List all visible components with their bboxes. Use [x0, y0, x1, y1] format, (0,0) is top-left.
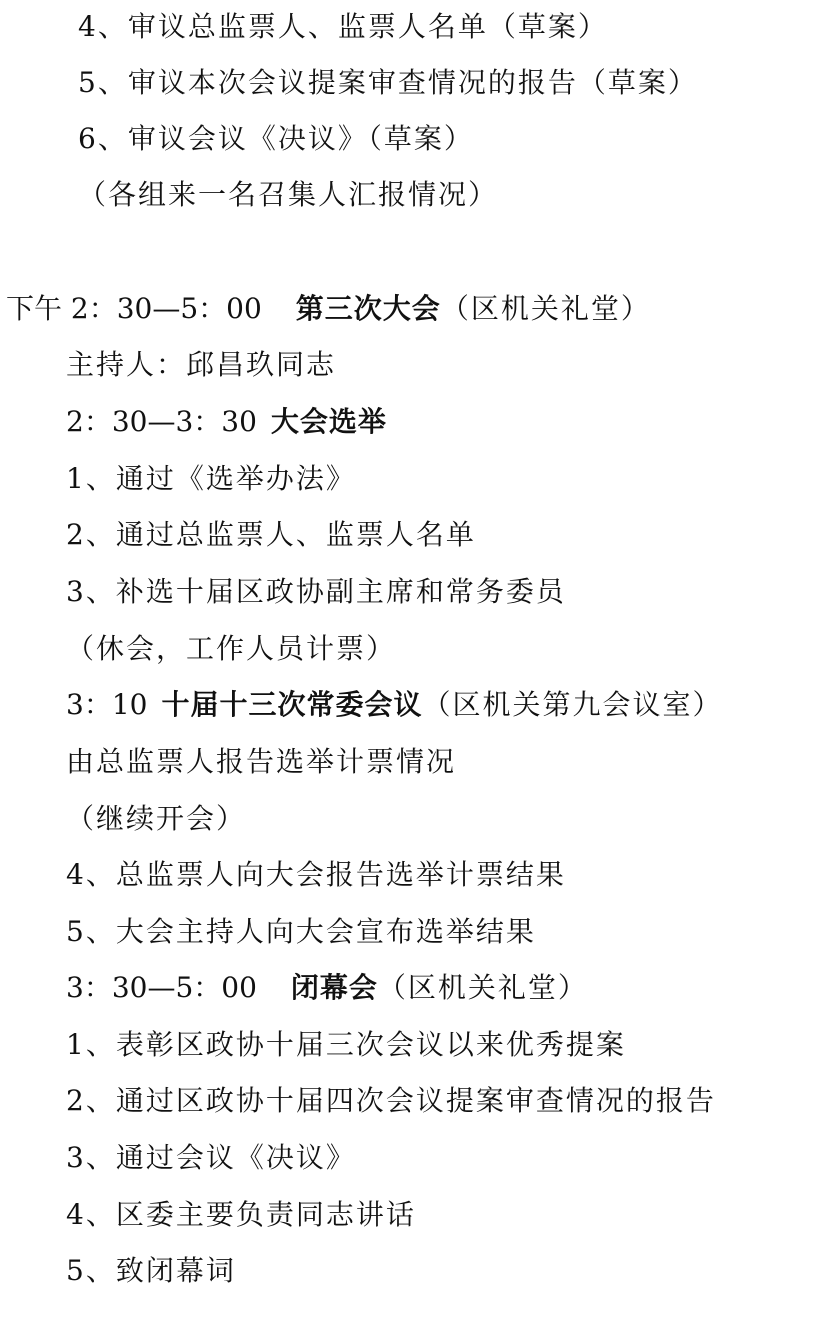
election-item: 3、补选十届区政协副主席和常务委员 — [66, 575, 566, 608]
resume-note: （继续开会） — [66, 802, 247, 835]
afternoon-time: 下午 2：30—5：00 — [6, 292, 262, 325]
host-line: 主持人：邱昌玖同志 — [66, 348, 337, 381]
closing-venue: （区机关礼堂） — [377, 971, 588, 1004]
recess-note: （休会，工作人员计票） — [66, 632, 397, 665]
session-title: 第三次大会 — [295, 292, 441, 325]
report-line: 由总监票人报告选举计票情况 — [66, 745, 457, 778]
agenda-item-6: 6、审议会议《决议》（草案） — [78, 122, 474, 155]
afternoon-session-heading — [6, 292, 651, 326]
closing-title: 闭幕会 — [290, 971, 378, 1004]
standing-committee-heading — [66, 688, 722, 722]
session-venue: （区机关礼堂） — [440, 292, 651, 325]
closing-item: 2、通过区政协十届四次会议提案审查情况的报告 — [66, 1084, 716, 1117]
group-report-note: （各组来一名召集人汇报情况） — [78, 178, 499, 211]
election-item: 2、通过总监票人、监票人名单 — [66, 518, 476, 551]
standing-venue: （区机关第九会议室） — [422, 688, 723, 721]
election-title: 大会选举 — [270, 405, 387, 438]
closing-item: 5、致闭幕词 — [66, 1254, 236, 1287]
election-heading — [66, 405, 387, 439]
agenda-item-5: 5、审议本次会议提案审查情况的报告（草案） — [78, 66, 698, 99]
closing-item: 4、区委主要负责同志讲话 — [66, 1198, 416, 1231]
agenda-item-4: 4、审议总监票人、监票人名单（草案） — [78, 10, 608, 43]
result-item: 5、大会主持人向大会宣布选举结果 — [66, 915, 536, 948]
election-item: 1、通过《选举办法》 — [66, 462, 356, 495]
closing-item: 3、通过会议《决议》 — [66, 1141, 356, 1174]
result-item: 4、总监票人向大会报告选举计票结果 — [66, 858, 566, 891]
closing-heading — [66, 971, 588, 1005]
standing-time: 3：10 — [66, 688, 148, 721]
closing-time: 3：30—5：00 — [66, 971, 257, 1004]
standing-title: 十届十三次常委会议 — [161, 688, 423, 721]
election-time: 2：30—3：30 — [66, 405, 257, 438]
closing-item: 1、表彰区政协十届三次会议以来优秀提案 — [66, 1028, 626, 1061]
